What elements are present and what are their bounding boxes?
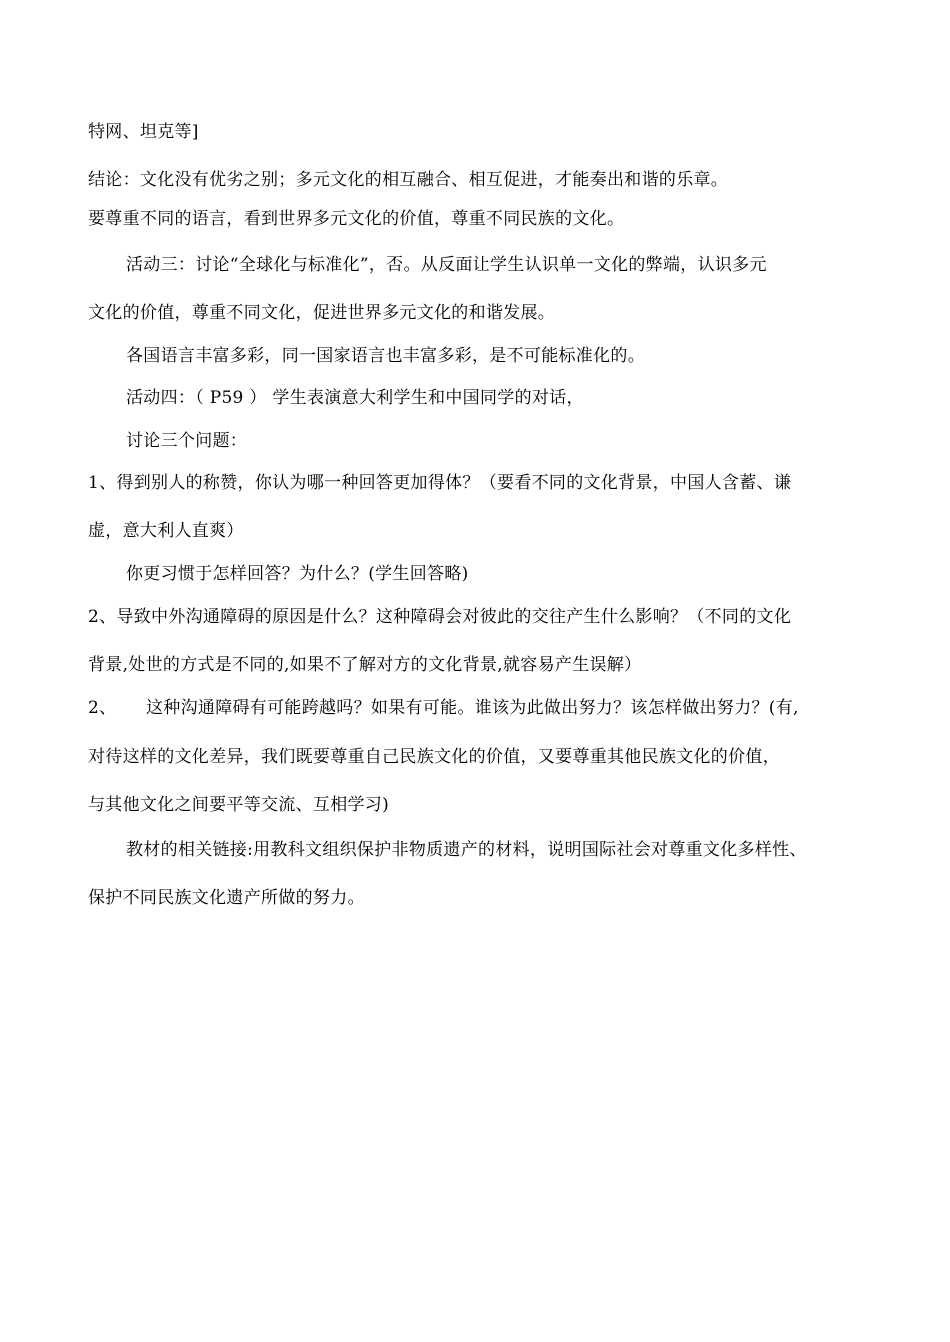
conclusion-line: 结论：文化没有优劣之别；多元文化的相互融合、相互促进，才能奏出和谐的乐章。 [88, 170, 729, 190]
text-line: 保护不同民族文化遗产所做的努力。 [88, 888, 365, 908]
text-line: 各国语言丰富多彩，同一国家语言也丰富多彩，是不可能标准化的。 [126, 346, 645, 366]
text-line: 与其他文化之间要平等交流、互相学习) [88, 795, 390, 815]
text-line: 特网、坦克等] [88, 122, 199, 142]
question-1: 1、得到别人的称赞，你认为哪一种回答更加得体？（要看不同的文化背景，中国人含蓄、谦 [88, 473, 792, 493]
question-3 [88, 697, 878, 719]
text-line: 对待这样的文化差异，我们既要尊重自己民族文化的价值，又要尊重其他民族文化的价值， [88, 747, 780, 767]
activity-three-heading: 活动三：讨论“全球化与标准化”，否。从反面让学生认识单一文化的弊端，认识多元 [126, 255, 767, 275]
text-line: 虚，意大利人直爽） [88, 521, 244, 541]
text-line: 你更习惯于怎样回答？为什么？(学生回答略) [126, 564, 469, 584]
question-text: 这种沟通障碍有可能跨越吗？如果有可能。谁该为此做出努力？该怎样做出努力？(有, [146, 698, 799, 718]
activity-four-heading: 活动四：（ P59 ） 学生表演意大利学生和中国同学的对话， [126, 388, 584, 408]
question-number: 2、 [88, 698, 117, 718]
textbook-link-line: 教材的相关链接:用教科文组织保护非物质遗产的材料，说明国际社会对尊重文化多样性、 [126, 840, 807, 860]
question-2: 2、导致中外沟通障碍的原因是什么？这种障碍会对彼此的交往产生什么影响？（不同的文化 [88, 607, 792, 627]
text-line: 背景,处世的方式是不同的,如果不了解对方的文化背景,就容易产生误解） [88, 655, 642, 675]
text-line: 文化的价值，尊重不同文化，促进世界多元文化的和谐发展。 [88, 303, 556, 323]
text-line: 要尊重不同的语言，看到世界多元文化的价值，尊重不同民族的文化。 [88, 209, 625, 229]
text-line: 讨论三个问题： [126, 431, 248, 451]
